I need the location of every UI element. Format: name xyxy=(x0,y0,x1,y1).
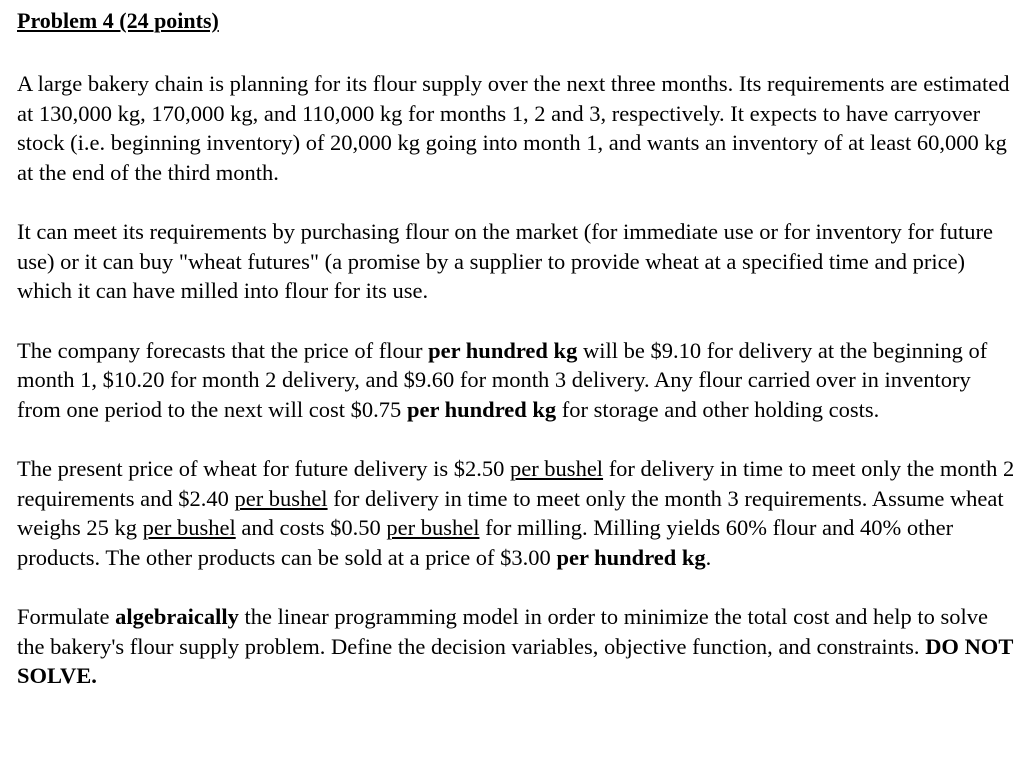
paragraph-requirements: A large bakery chain is planning for its flour supply over the next three months. Its requirements are estimated at 130,000 kg, 170,000 kg, and 110,000 kg for months 1, 2 and 3, respectively. It expects to have carryover stock (i.e. beginning inventory) of 20,000 kg going into month 1, and wants an inventory of at least 60,000 kg at the end of the third month. xyxy=(17,71,1010,185)
text-run: The company forecasts that the price of flour xyxy=(17,337,429,363)
paragraph-instructions xyxy=(17,602,1016,691)
text-run: . xyxy=(705,544,712,570)
underlined-per-bushel: per bushel xyxy=(386,515,480,540)
text-run: for storage and other holding costs. xyxy=(556,396,880,422)
text-run: Formulate xyxy=(17,604,116,629)
bold-do-not-solve: DO NOT SOLVE. xyxy=(17,633,1013,688)
bold-algebraically: algebraically xyxy=(115,604,239,629)
text-run: the linear programming model in order to minimize the total cost and help to solve the bakery's flour supply problem. Define the decision variables, objective function, and constraints. xyxy=(17,604,989,659)
paragraph-flour-prices xyxy=(17,336,1016,425)
text-run: for delivery in time to meet only the month 3 requirements. Assume wheat weighs 25 kg xyxy=(17,485,1004,540)
text-run: will be $9.10 for delivery at the beginning of month 1, $10.20 for month 2 delivery, and $9.60 for month 3 delivery. Any flour carried over in inventory from one period to the next will cost $0.75 xyxy=(17,337,988,422)
text-run: and costs $0.50 xyxy=(235,515,387,540)
paragraph-options: It can meet its requirements by purchasing flour on the market (for immediate use or for inventory for future use) or it can buy "wheat futures" (a promise by a supplier to provide wheat at a specified time and price) which it can have milled into flour for its use. xyxy=(17,219,993,303)
text-run: The present price of wheat for future delivery is $2.50 xyxy=(17,456,510,481)
paragraph-wheat-futures xyxy=(17,454,1016,572)
underlined-per-bushel: per bushel xyxy=(234,485,328,511)
bold-per-hundred-kg: per hundred kg xyxy=(556,544,706,570)
bold-per-hundred-kg: per hundred kg xyxy=(428,337,578,363)
text-run: for delivery in time to meet only the month 2 requirements and $2.40 xyxy=(17,456,1015,511)
bold-per-hundred-kg: per hundred kg xyxy=(406,396,557,422)
underlined-per-bushel: per bushel xyxy=(142,515,236,540)
problem-title: Problem 4 (24 points) xyxy=(17,8,219,33)
text-run: for milling. Milling yields 60% flour and 40% other products. The other products can be sold at a price of $3.00 xyxy=(17,515,954,570)
underlined-per-bushel: per bushel xyxy=(509,456,604,481)
